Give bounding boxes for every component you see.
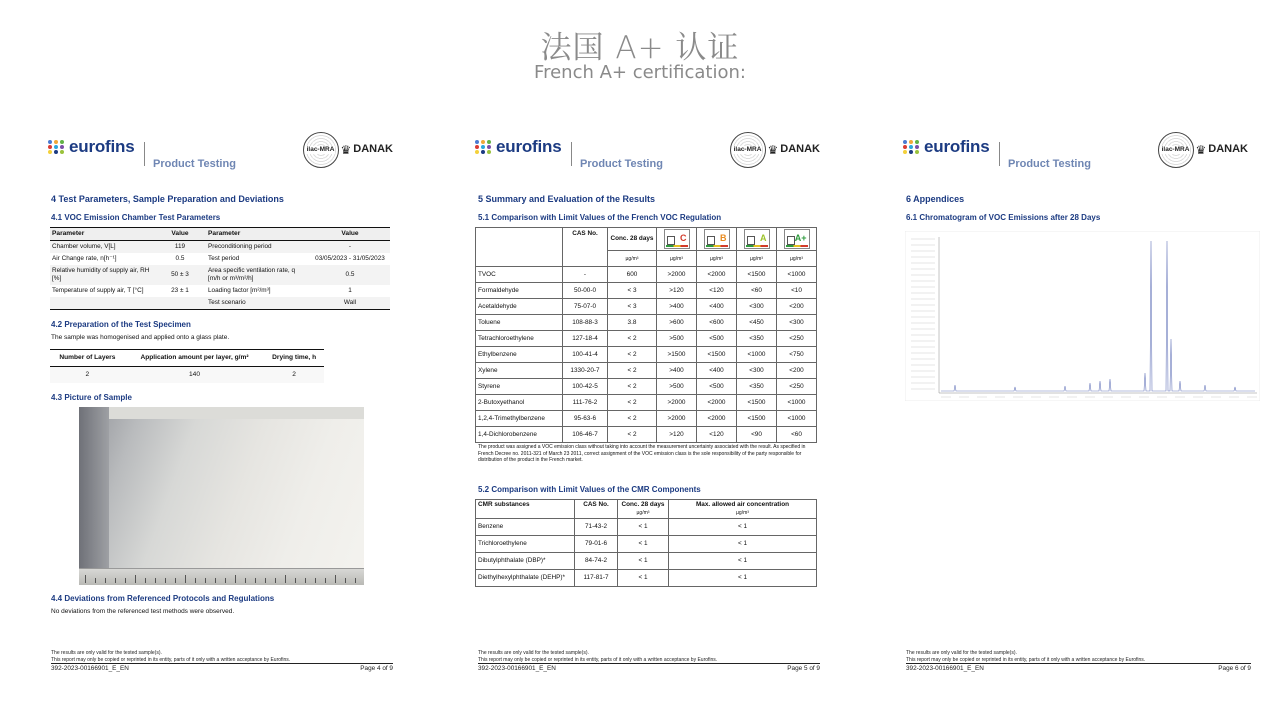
- voc-class-aplus-icon: A+: [784, 229, 810, 249]
- classification-note: The product was assigned a VOC emission class without taking into account the measurement uncertainty associated with the result. As specified in French Decree no. 2011-321 of March 23 2011, correct assignment of the VOC emission class is the sole responsibility of the party responsible for distribution of the product in the French market.: [478, 444, 806, 463]
- ruler: [79, 568, 364, 585]
- page-footer: The results are only valid for the tested sample(s). This report may only be copied or reprinted in its entity, parts of it only with a written acceptance by Eurofins. 392-2023-00166901_E_EN Page 6 of 9: [906, 650, 1251, 672]
- crown-icon: ♛: [340, 142, 352, 157]
- table-row: 2-Butoxyethanol 111-76-2 < 2 >2000 <2000 <1500 <1000: [476, 395, 817, 411]
- table-row: Tetrachloroethylene 127-18-4 < 2 >500 <500 <350 <250: [476, 331, 817, 347]
- class-a-label: [737, 228, 777, 251]
- table-row: Temperature of supply air, T [°C] 23 ± 1 Loading factor [m²/m³] 1: [52, 287, 352, 295]
- accreditation-logos: ilac-MRA ♛ DANAK: [303, 132, 394, 168]
- product-testing-label: Product Testing: [580, 158, 663, 170]
- table-row: TVOC - 600 >2000 <2000 <1500 <1000: [476, 267, 817, 283]
- voc-class-a-icon: A: [744, 229, 770, 249]
- eurofins-logo: eurofins: [903, 136, 989, 157]
- voc-class-b-icon: B: [704, 229, 730, 249]
- accreditation-logos: ilac-MRA ♛ DANAK: [730, 132, 821, 168]
- page-header: [475, 128, 820, 176]
- body-text: The sample was homogenised and applied onto a glass plate.: [51, 334, 230, 342]
- report-page-5: [475, 128, 820, 678]
- table-row: Benzene 71-43-2 < 1 < 1: [476, 519, 817, 536]
- table-row: Styrene 100-42-5 < 2 >500 <500 <350 <250: [476, 379, 817, 395]
- report-number: 392-2023-00166901_E_EN: [478, 665, 556, 672]
- specimen-table: Number of Layers Application amount per layer, g/m² Drying time, h 2 140 2: [50, 349, 324, 383]
- table-row: Relative humidity of supply air, RH [%] 50 ± 3 Area specific ventilation rate, q [m/h or m³/m²/h] 0.5: [50, 265, 390, 285]
- table-row: Trichloroethylene 79-01-6 < 1 < 1: [476, 536, 817, 553]
- ilac-seal-icon: ilac-MRA: [730, 132, 766, 168]
- table-row: 1,4-Dichlorobenzene 106-46-7 < 2 >120 <120 <90 <60: [476, 427, 817, 443]
- subsection-heading: 4.4 Deviations from Referenced Protocols and Regulations: [51, 594, 275, 604]
- eurofins-dots-icon: [48, 140, 65, 154]
- page-footer: The results are only valid for the tested sample(s). This report may only be copied or reprinted in its entity, parts of it only with a written acceptance by Eurofins. 392-2023-00166901_E_EN Page 5 of 9: [478, 650, 820, 672]
- table-row: Dibutylphthalate (DBP)* 84-74-2 < 1 < 1: [476, 553, 817, 570]
- table-row: Air Change rate, n[h⁻¹] 0.5 Test period 03/05/2023 - 31/05/2023: [52, 255, 385, 263]
- subsection-heading: 5.2 Comparison with Limit Values of the CMR Components: [478, 485, 701, 494]
- section-heading: 5 Summary and Evaluation of the Results: [478, 194, 656, 204]
- cmr-limits-table: CMR substances CAS No. Conc. 28 days µg/m³ Max. allowed air concentration µg/m³ Benzene 71-43-2 < 1 < 1 Trichloroethylene 79-01-6 < 1 < 1 Dibutylphthalate (DBP)* 84-74-2 < 1 < 1 Diethylhexylphthalate (DEHP)* 117-81-7 < 1 < 1: [475, 499, 817, 587]
- table-row: 2 140 2: [50, 366, 324, 383]
- section-heading: 4 Test Parameters, Sample Preparation and Deviations: [51, 194, 284, 204]
- crown-icon: ♛: [1195, 142, 1207, 157]
- ilac-seal-icon: ilac-MRA: [303, 132, 339, 168]
- slide-subtitle: French A+ certification:: [534, 62, 746, 83]
- page-header: [48, 128, 393, 176]
- sample-photo: [79, 407, 364, 585]
- subsection-heading: 4.3 Picture of Sample: [51, 393, 132, 403]
- class-c-label: [657, 228, 697, 251]
- eurofins-dots-icon: [903, 140, 920, 154]
- voc-class-c-icon: C: [664, 229, 690, 249]
- eurofins-dots-icon: [475, 140, 492, 154]
- class-b-label: [697, 228, 737, 251]
- accreditation-logos: ilac-MRA ♛ DANAK: [1158, 132, 1249, 168]
- table-row: Acetaldehyde 75-07-0 < 3 >400 <400 <300 <200: [476, 299, 817, 315]
- eurofins-logo: eurofins: [48, 136, 134, 157]
- subsection-heading: 4.2 Preparation of the Test Specimen: [51, 320, 191, 330]
- slide-title: 法国 A+ 认证: [540, 30, 740, 66]
- ilac-seal-icon: ilac-MRA: [1158, 132, 1194, 168]
- table-row: Diethylhexylphthalate (DEHP)* 117-81-7 < 1 < 1: [476, 570, 817, 587]
- section-heading: 6 Appendices: [906, 194, 965, 204]
- page-number: Page 5 of 9: [787, 665, 820, 672]
- product-testing-label: Product Testing: [1008, 158, 1091, 170]
- table-row: Xylene 1330-20-7 < 2 >400 <400 <300 <200: [476, 363, 817, 379]
- report-number: 392-2023-00166901_E_EN: [51, 665, 129, 672]
- table-row: Chamber volume, V[L] 119 Preconditioning period -: [50, 241, 390, 254]
- table-row: Test scenario Wall: [50, 297, 390, 310]
- page-number: Page 6 of 9: [1218, 665, 1251, 672]
- body-text: No deviations from the referenced test methods were observed.: [51, 608, 235, 616]
- subsection-heading: 4.1 VOC Emission Chamber Test Parameters: [51, 213, 221, 223]
- table-row: Ethylbenzene 100-41-4 < 2 >1500 <1500 <1000 <750: [476, 347, 817, 363]
- product-testing-label: Product Testing: [153, 158, 236, 170]
- table-row: 1,2,4-Trimethylbenzene 95-63-6 < 2 >2000 <2000 <1500 <1000: [476, 411, 817, 427]
- crown-icon: ♛: [767, 142, 779, 157]
- page-footer: The results are only valid for the tested sample(s). This report may only be copied or reprinted in its entity, parts of it only with a written acceptance by Eurofins. 392-2023-00166901_E_EN Page 4 of 9: [51, 650, 393, 672]
- eurofins-logo: eurofins: [475, 136, 561, 157]
- report-page-6: [903, 128, 1260, 678]
- voc-limits-table: CAS No. Conc. 28 days C B A A+ µg/m³ µg/m³ µg/m³ µg/m³ µg/m³ TVOC - 600 >2000 <2000 <1500 <1000 Formaldehyde 50-00-0 < 3 >120 <120 <60 <10 Acetaldehyde 75-07-0 < 3 >400 <400 <300 <200 Toluene 108-88-3 3.8 >600 <600 <450 <300 Tetrachloroethylene 127-18-4 < 2 >500 <500 <350 <250 Ethylbenzene 100-41-4 < 2 >1500 <1500 <1000 <750 Xylene 1330-20-7 < 2 >400 <400 <300 <200 Styrene 100-42-5 < 2 >500 <500 <350 <250 2-Butoxyethanol 111-76-2 < 2 >2000 <2000 <1500 <1000 1,2,4-Trimethylbenzene 95-63-6 < 2 >2000 <2000 <1500 <1000 1,4-Dichlorobenzene 106-46-7 < 2 >120 <120 <90 <60: [475, 227, 817, 443]
- subsection-heading: 5.1 Comparison with Limit Values of the French VOC Regulation: [478, 213, 722, 223]
- report-number: 392-2023-00166901_E_EN: [906, 665, 984, 672]
- page-header: [903, 128, 1248, 176]
- report-page-4: [48, 128, 393, 678]
- class-aplus-label: [777, 228, 817, 251]
- test-parameters-table: Parameter Value Parameter Value Chamber volume, V[L] 119 Preconditioning period - Air Change rate, n[h⁻¹] 0.5 Test period 03/05/2023 - 31/05/2023 Relative humidity of supply air, RH [%] 50 ± 3 Area specific ventilation rate, q [m/h or m³/m²/h] 0.5 Temperature of supply air, T [°C] 23 ± 1 Loading factor [m²/m³] 1 Test scenario Wall: [50, 227, 390, 310]
- table-row: Toluene 108-88-3 3.8 >600 <600 <450 <300: [476, 315, 817, 331]
- chromatogram-image: [905, 231, 1260, 401]
- page-number: Page 4 of 9: [360, 665, 393, 672]
- subsection-heading: 6.1 Chromatogram of VOC Emissions after 28 Days: [906, 213, 1101, 223]
- table-row: Formaldehyde 50-00-0 < 3 >120 <120 <60 <10: [476, 283, 817, 299]
